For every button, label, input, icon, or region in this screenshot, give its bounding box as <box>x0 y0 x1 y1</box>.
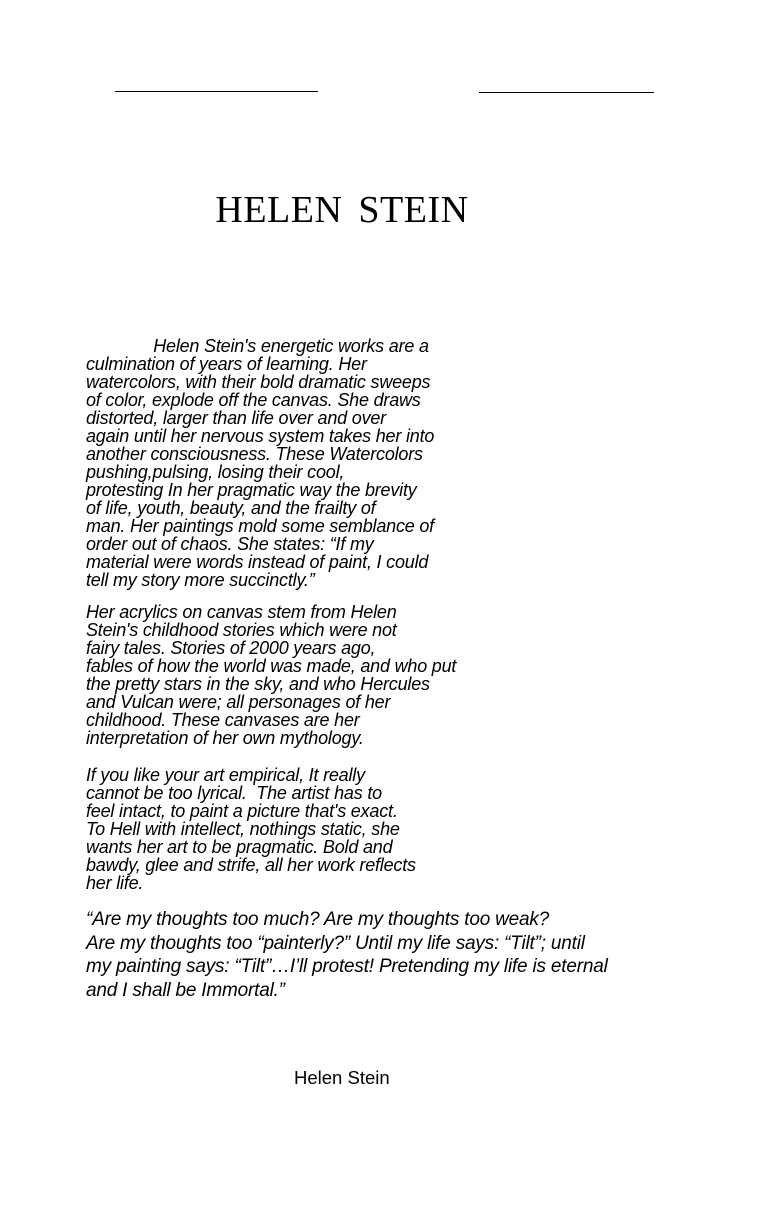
paragraph-line: If you like your art empirical, It really <box>86 765 365 785</box>
paragraph-line: another consciousness. These Watercolors <box>86 444 423 464</box>
paragraph-line: order out of chaos. She states: “If my <box>86 534 374 554</box>
paragraph-line: childhood. These canvases are her <box>86 710 360 730</box>
paragraph-line: protesting In her pragmatic way the brevity <box>86 480 417 500</box>
paragraph-watercolors <box>86 337 746 589</box>
paragraph-line: tell my story more succinctly.” <box>86 570 315 590</box>
header-rule-left <box>115 91 318 92</box>
paragraph-line: of color, explode off the canvas. She draws <box>86 390 421 410</box>
paragraph-line: To Hell with intellect, nothings static, she <box>86 819 400 839</box>
quote-line: Are my thoughts too “painterly?” Until my life says: “Tilt”; until <box>86 932 585 954</box>
paragraph-line: material were words instead of paint, I could <box>86 552 429 572</box>
paragraph-line: of life, youth, beauty, and the frailty of <box>86 498 376 518</box>
paragraph-line: watercolors, with their bold dramatic sweeps <box>86 372 431 392</box>
paragraph-line: the pretty stars in the sky, and who Hercules <box>86 674 430 694</box>
paragraph-line: pushing,pulsing, losing their cool, <box>86 462 345 482</box>
quote-line: “Are my thoughts too much? Are my thoughts too weak? <box>86 909 550 930</box>
artist-quote <box>86 908 746 1002</box>
paragraph-line: again until her nervous system takes her into <box>86 426 435 446</box>
paragraph-line: fairy tales. Stories of 2000 years ago, <box>86 638 376 658</box>
paragraph-line: fables of how the world was made, and who put <box>86 656 457 676</box>
paragraph-line: interpretation of her own mythology. <box>86 728 364 748</box>
paragraph-line: and Vulcan were; all personages of her <box>86 692 391 712</box>
paragraph-line: wants her art to be pragmatic. Bold and <box>86 837 393 857</box>
paragraph-acrylics <box>86 603 746 747</box>
paragraph-line: man. Her paintings mold some semblance of <box>86 516 434 536</box>
paragraph-line: Her acrylics on canvas stem from Helen <box>86 602 397 622</box>
quote-line: and I shall be Immortal.” <box>86 979 285 1001</box>
paragraph-line: culmination of years of learning. Her <box>86 354 367 374</box>
paragraph-line: her life. <box>86 873 144 893</box>
paragraph-line: Helen Stein's energetic works are a <box>86 336 429 356</box>
paragraph-line: feel intact, to paint a picture that's exact. <box>86 801 398 821</box>
paragraph-line: cannot be too lyrical. The artist has to <box>86 783 382 803</box>
paragraph-line: Stein's childhood stories which were not <box>86 620 397 640</box>
quote-line: my painting says: “Tilt”…I’ll protest! Pretending my life is eternal <box>86 956 608 977</box>
paragraph-line: distorted, larger than life over and over <box>86 408 386 428</box>
signature: Helen Stein <box>294 1067 390 1088</box>
paragraph-empirical <box>86 766 746 892</box>
header-rule-right <box>479 92 654 93</box>
page-title: HELEN STEIN <box>215 189 469 231</box>
paragraph-line: bawdy, glee and strife, all her work reflects <box>86 855 416 875</box>
